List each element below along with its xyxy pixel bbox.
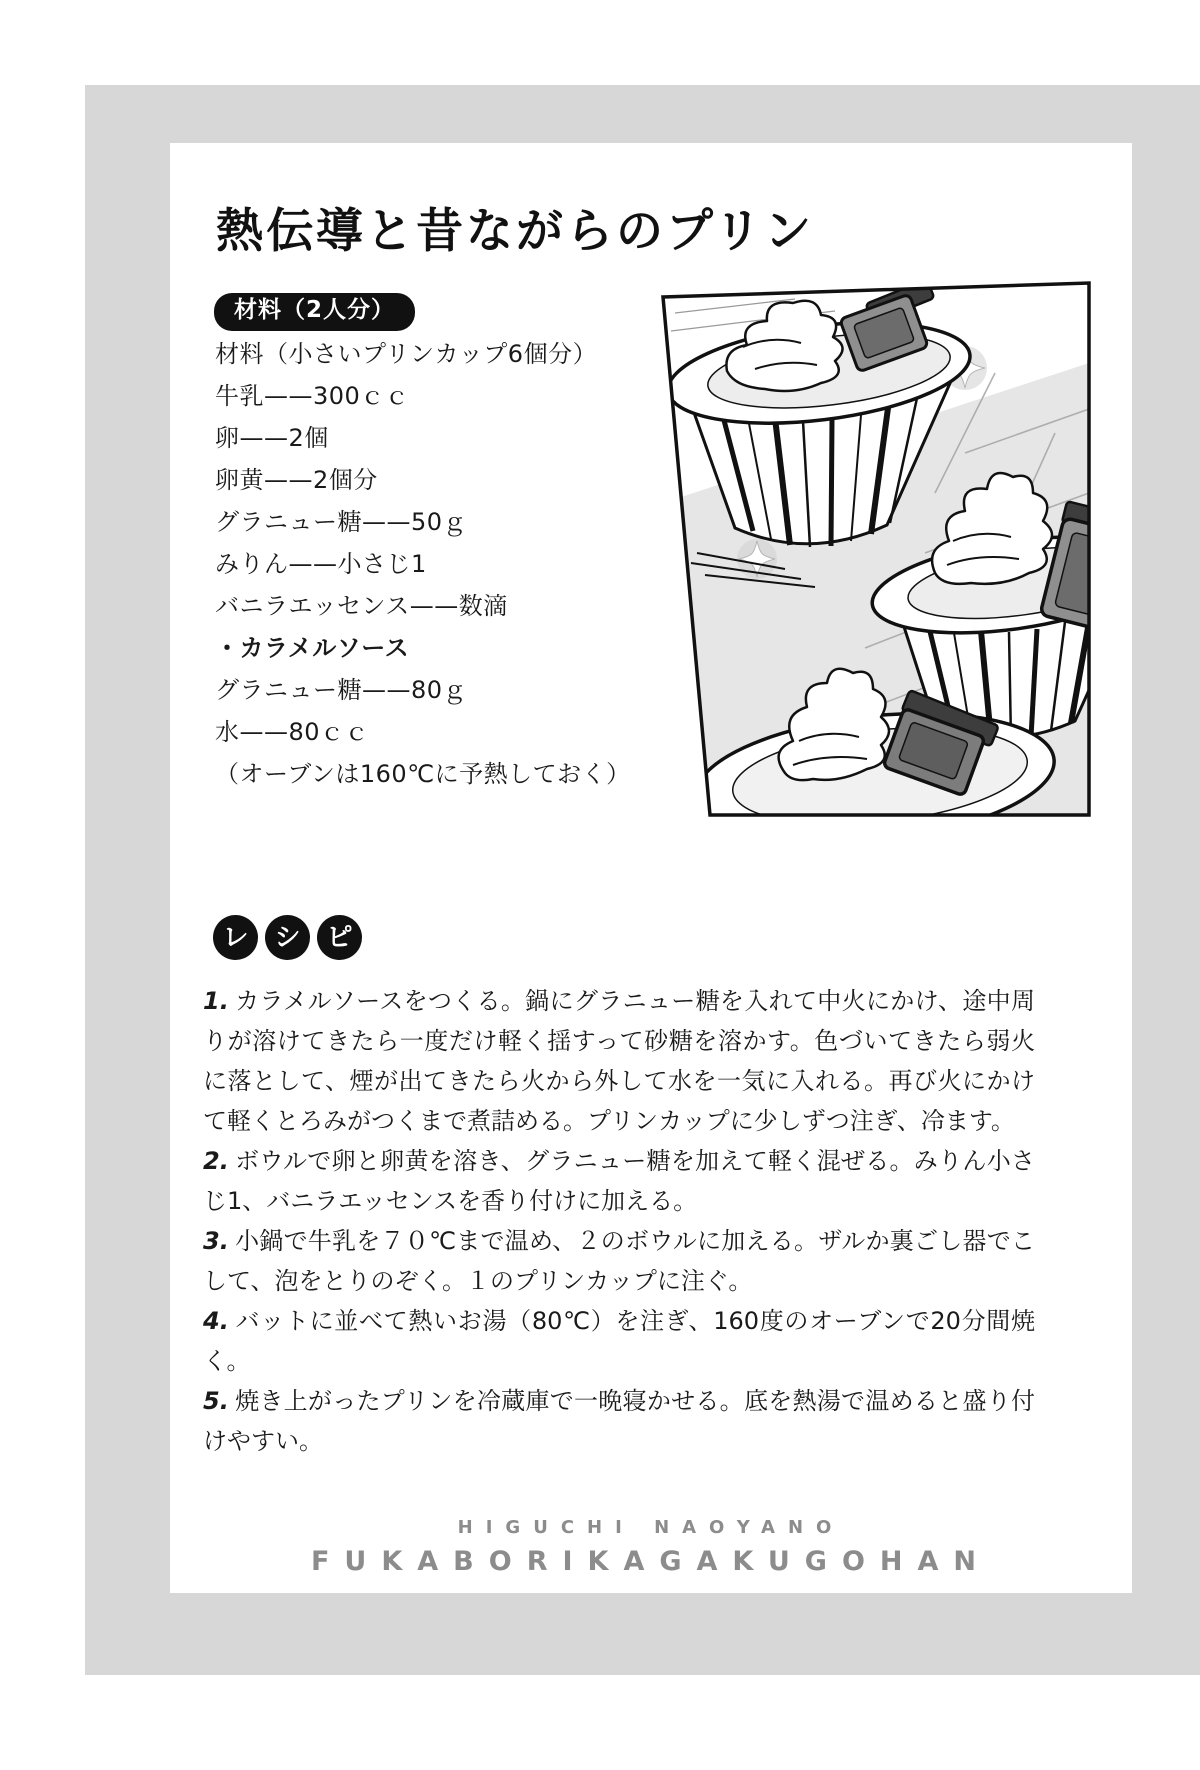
ingredients-badge: 材料（2人分） bbox=[214, 293, 415, 331]
ingredient-line: 卵黄——2個分 bbox=[215, 466, 378, 494]
recipe-badge bbox=[213, 915, 362, 960]
ingredient-line: グラニュー糖——80ｇ bbox=[215, 676, 468, 704]
ingredient-line: ・カラメルソース bbox=[215, 634, 410, 662]
ingredient-line: 牛乳——300ｃｃ bbox=[215, 382, 410, 410]
recipe-step: 1. カラメルソースをつくる。鍋にグラニュー糖を入れて中火にかけ、途中周りが溶けてきたら一度だけ軽く揺すって砂糖を溶かす。色づいてきたら弱火に落として、煙が出てきたら火から外して水を一気に入れる。再び火にかけて軽くとろみがつくまで煮詰める。プリンカップに少しずつ注ぎ、冷ます。 bbox=[203, 987, 1035, 1135]
page-title: 熱伝導と昔ながらのプリン bbox=[216, 204, 815, 259]
step-number: 2. bbox=[203, 1147, 229, 1175]
footer-series: FUKABORIKAGAKUGOHAN bbox=[310, 1546, 991, 1577]
step-number: 3. bbox=[203, 1227, 229, 1255]
recipe-step: 3. 小鍋で牛乳を７０℃まで温め、２のボウルに加える。ザルか裏ごし器でこして、泡をとりのぞく。１のプリンカップに注ぐ。 bbox=[203, 1227, 1035, 1295]
ingredient-line: （オーブンは160℃に予熱しておく） bbox=[215, 760, 631, 788]
footer-author: HIGUCHI NAOYANO bbox=[457, 1517, 845, 1538]
whipped-cream-swirl bbox=[726, 301, 842, 391]
recipe-step: 2. ボウルで卵と卵黄を溶き、グラニュー糖を加えて軽く混ぜる。みりん小さじ1、バニラエッセンスを香り付けに加える。 bbox=[203, 1147, 1035, 1215]
ingredients-list bbox=[215, 333, 631, 795]
recipe-badge-char: ピ bbox=[317, 915, 362, 960]
gray-mat bbox=[85, 85, 1200, 1675]
ingredient-line: 材料（小さいプリンカップ6個分） bbox=[215, 340, 598, 368]
pudding-manga-panel bbox=[635, 253, 1105, 833]
step-number: 5. bbox=[203, 1387, 229, 1415]
recipe-step: 4. バットに並べて熱いお湯（80℃）を注ぎ、160度のオーブンで20分間焼く。 bbox=[203, 1307, 1035, 1375]
ingredient-line: 水——80ｃｃ bbox=[215, 718, 370, 746]
pudding-illustration bbox=[635, 253, 1105, 833]
step-number: 4. bbox=[203, 1307, 229, 1335]
recipe-steps bbox=[203, 981, 1035, 1461]
ingredient-line: 卵——2個 bbox=[215, 424, 329, 452]
recipe-badge-char: シ bbox=[265, 915, 310, 960]
card-footer bbox=[170, 1513, 1132, 1581]
ingredient-line: バニラエッセンス——数滴 bbox=[215, 592, 508, 620]
ingredient-line: グラニュー糖——50ｇ bbox=[215, 508, 468, 536]
step-number: 1. bbox=[203, 987, 229, 1015]
recipe-step: 5. 焼き上がったプリンを冷蔵庫で一晩寝かせる。底を熱湯で温めると盛り付けやすい。 bbox=[203, 1387, 1035, 1455]
recipe-card bbox=[170, 143, 1132, 1593]
ingredient-line: みりん——小さじ1 bbox=[215, 550, 427, 578]
recipe-badge-char: レ bbox=[213, 915, 258, 960]
